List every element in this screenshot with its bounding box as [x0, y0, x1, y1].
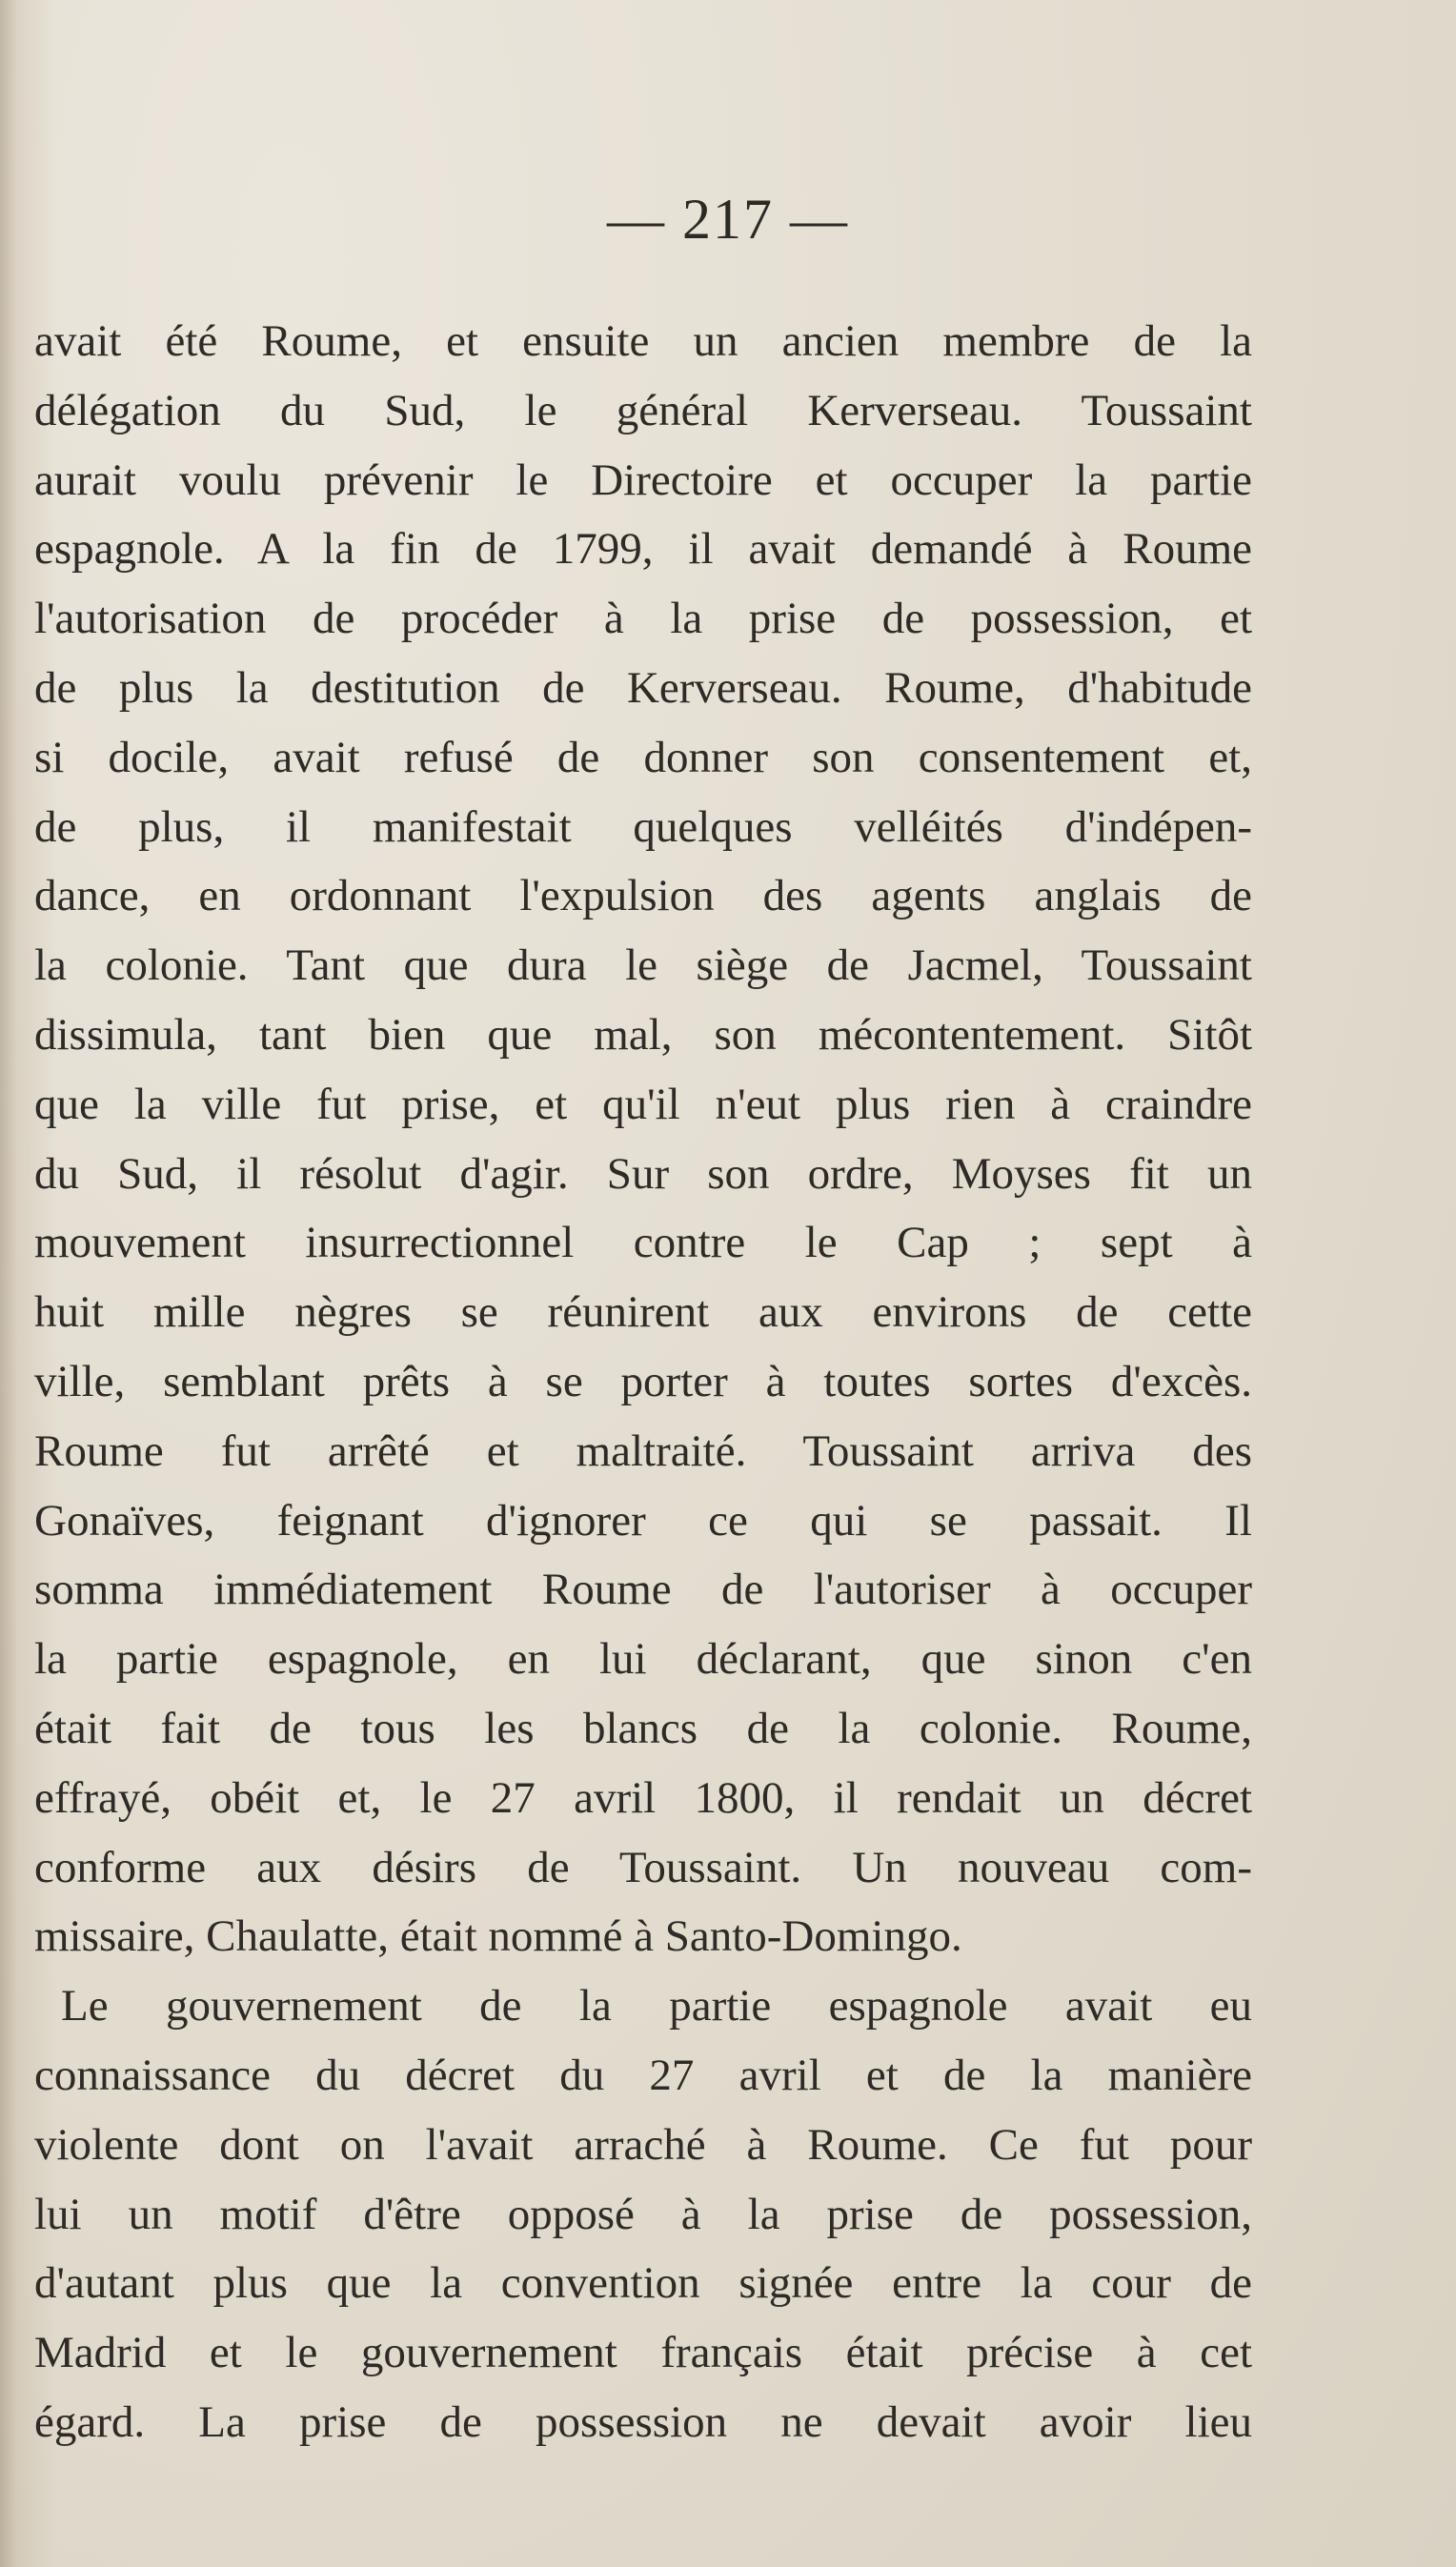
text-line: si docile, avait refusé de donner son consentement et,: [34, 732, 1252, 782]
text-line: d'autant plus que la convention signée entre la cour de: [34, 2258, 1252, 2309]
text-line: ville, semblant prêts à se porter à toutes sortes d'excès.: [34, 1356, 1252, 1406]
paragraph-1: [34, 307, 1252, 1971]
text-line: dissimula, tant bien que mal, son mécontentement. Sitôt: [34, 1009, 1252, 1060]
text-line: somma immédiatement Roume de l'autoriser à occuper: [34, 1565, 1252, 1615]
text-line: avait été Roume, et ensuite un ancien membre de la: [34, 316, 1252, 366]
text-line: du Sud, il résolut d'agir. Sur son ordre, Moyses fit un: [34, 1148, 1252, 1199]
text-line: Madrid et le gouvernement français était précise à cet: [34, 2328, 1252, 2378]
text-line: espagnole. A la fin de 1799, il avait demandé à Roume: [34, 524, 1252, 575]
text-line: Gonaïves, feignant d'ignorer ce qui se passait. Il: [34, 1495, 1252, 1546]
text-line: lui un motif d'être opposé à la prise de possession,: [34, 2189, 1252, 2239]
text-line: égard. La prise de possession ne devait avoir lieu: [34, 2396, 1252, 2447]
text-line: aurait voulu prévenir le Directoire et occuper la partie: [34, 455, 1252, 505]
text-line: huit mille nègres se réunirent aux environs de cette: [34, 1287, 1252, 1338]
text-line: de plus, il manifestait quelques velléités d'indépen-: [34, 801, 1252, 852]
text-line: que la ville fut prise, et qu'il n'eut plus rien à craindre: [34, 1079, 1252, 1129]
text-line: violente dont on l'avait arraché à Roume. Ce fut pour: [34, 2119, 1252, 2170]
text-line: la colonie. Tant que dura le siège de Jacmel, Toussaint: [34, 940, 1252, 991]
text-line: Le gouvernement de la partie espagnole avait eu: [61, 1981, 1252, 2031]
text-line: effrayé, obéit et, le 27 avril 1800, il rendait un décret: [34, 1772, 1252, 1823]
text-line: de plus la destitution de Kerverseau. Roume, d'habitude: [34, 662, 1252, 713]
text-line: la partie espagnole, en lui déclarant, que sinon c'en: [34, 1634, 1252, 1685]
text-line: missaire, Chaulatte, était nommé à Santo-Domingo.: [34, 1911, 962, 1962]
text-line: Roume fut arrêté et maltraité. Toussaint arriva des: [34, 1425, 1252, 1476]
body-text: [34, 307, 1252, 2457]
text-line: mouvement insurrectionnel contre le Cap ; sept à: [34, 1218, 1252, 1268]
text-line: l'autorisation de procéder à la prise de possession, et: [34, 594, 1252, 644]
text-line: délégation du Sud, le général Kerverseau. Toussaint: [34, 385, 1252, 435]
page-number: — 217 —: [607, 188, 849, 251]
text-line: conforme aux désirs de Toussaint. Un nouveau com-: [34, 1842, 1252, 1892]
paragraph-2: [34, 1971, 1252, 2457]
text-line: connaissance du décret du 27 avril et de la manière: [34, 2050, 1252, 2100]
text-line: dance, en ordonnant l'expulsion des agents anglais de: [34, 871, 1252, 921]
text-line: était fait de tous les blancs de la colonie. Roume,: [34, 1703, 1252, 1753]
